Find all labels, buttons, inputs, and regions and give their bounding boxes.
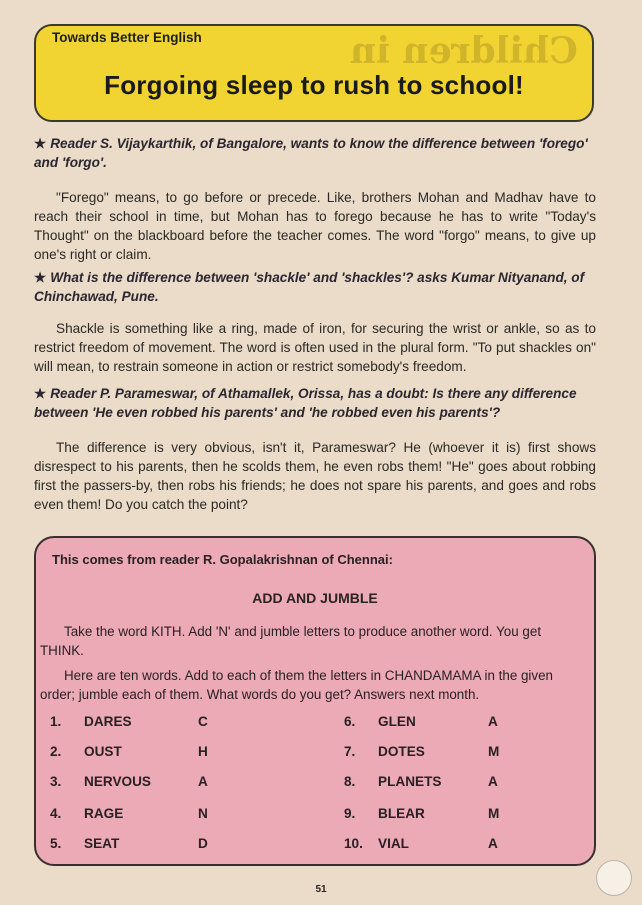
word-number: 5. bbox=[50, 836, 62, 851]
puzzle-paragraph-2: Here are ten words. Add to each of them the letters in CHANDAMAMA in the given order; jumble each of them. What words do you get? Answers next month. bbox=[40, 668, 553, 702]
question: ★ Reader S. Vijaykarthik, of Bangalore, wants to know the difference between 'forego' and 'forgo'. bbox=[34, 136, 588, 170]
star-icon: ★ bbox=[34, 386, 47, 401]
added-letter: A bbox=[198, 774, 208, 789]
word: DOTES bbox=[378, 744, 425, 759]
qa-item-3 bbox=[34, 384, 596, 514]
word-number: 8. bbox=[344, 774, 356, 789]
show-through-text: Children in bbox=[350, 30, 578, 72]
star-icon: ★ bbox=[34, 136, 47, 151]
word-number: 7. bbox=[344, 744, 356, 759]
question: ★ What is the difference between 'shackle' and 'shackles'? asks Kumar Nityanand, of Chinchawad, Pune. bbox=[34, 270, 585, 304]
word: OUST bbox=[84, 744, 122, 759]
puzzle-box bbox=[34, 536, 596, 866]
added-letter: D bbox=[198, 836, 208, 851]
question: ★ Reader P. Parameswar, of Athamallek, Orissa, has a doubt: Is there any difference between 'He even robbed his parents' and 'he robbed even his parents'? bbox=[34, 386, 577, 420]
star-icon: ★ bbox=[34, 270, 47, 285]
word-number: 2. bbox=[50, 744, 62, 759]
word-number: 10. bbox=[344, 836, 363, 851]
added-letter: M bbox=[488, 744, 500, 759]
word: GLEN bbox=[378, 714, 416, 729]
answer: The difference is very obvious, isn't it, Parameswar? He (whoever it is) first shows disrespect to his parents, then he scolds them, he even robs them! "He" goes about robbing first the passers-by, then robs his friends; he does not spare his parents, and goes and robs even them! Do you catch the point? bbox=[34, 440, 596, 512]
word-number: 3. bbox=[50, 774, 62, 789]
added-letter: H bbox=[198, 744, 208, 759]
answer: "Forego" means, to go before or precede. Like, brothers Mohan and Madhav have to reach their school in time, but Mohan has to forego because he has to write "Today's Thought" on the blackboard before the teacher comes. The word "forgo" means, to give up one's right or claim. bbox=[34, 190, 596, 262]
word: SEAT bbox=[84, 836, 120, 851]
puzzle-paragraph-1: Take the word KITH. Add 'N' and jumble letters to produce another word. You get THINK. bbox=[40, 624, 542, 658]
word-number: 1. bbox=[50, 714, 62, 729]
word-number: 4. bbox=[50, 806, 62, 821]
word-number: 9. bbox=[344, 806, 356, 821]
added-letter: A bbox=[488, 836, 498, 851]
column-kicker: Towards Better English bbox=[52, 30, 202, 45]
qa-item-2 bbox=[34, 268, 596, 376]
word: VIAL bbox=[378, 836, 409, 851]
page-number: 51 bbox=[315, 884, 327, 895]
article-title: Forgoing sleep to rush to school! bbox=[104, 70, 524, 100]
added-letter: A bbox=[488, 714, 498, 729]
word: DARES bbox=[84, 714, 132, 729]
puzzle-heading: ADD AND JUMBLE bbox=[252, 590, 378, 606]
header-banner bbox=[34, 24, 594, 122]
word: PLANETS bbox=[378, 774, 442, 789]
puzzle-intro: This comes from reader R. Gopalakrishnan of Chennai: bbox=[52, 552, 393, 567]
stamp-logo bbox=[596, 860, 632, 896]
word-number: 6. bbox=[344, 714, 356, 729]
added-letter: N bbox=[198, 806, 208, 821]
word: NERVOUS bbox=[84, 774, 151, 789]
added-letter: M bbox=[488, 806, 500, 821]
added-letter: A bbox=[488, 774, 498, 789]
qa-item-1 bbox=[34, 134, 596, 264]
word: BLEAR bbox=[378, 806, 425, 821]
answer: Shackle is something like a ring, made of iron, for securing the wrist or ankle, so as to restrict freedom of movement. The word is often used in the plural form. "To put shackles on" will mean, to restrain someone in action or restrict somebody's freedom. bbox=[34, 321, 596, 374]
word: RAGE bbox=[84, 806, 124, 821]
added-letter: C bbox=[198, 714, 208, 729]
